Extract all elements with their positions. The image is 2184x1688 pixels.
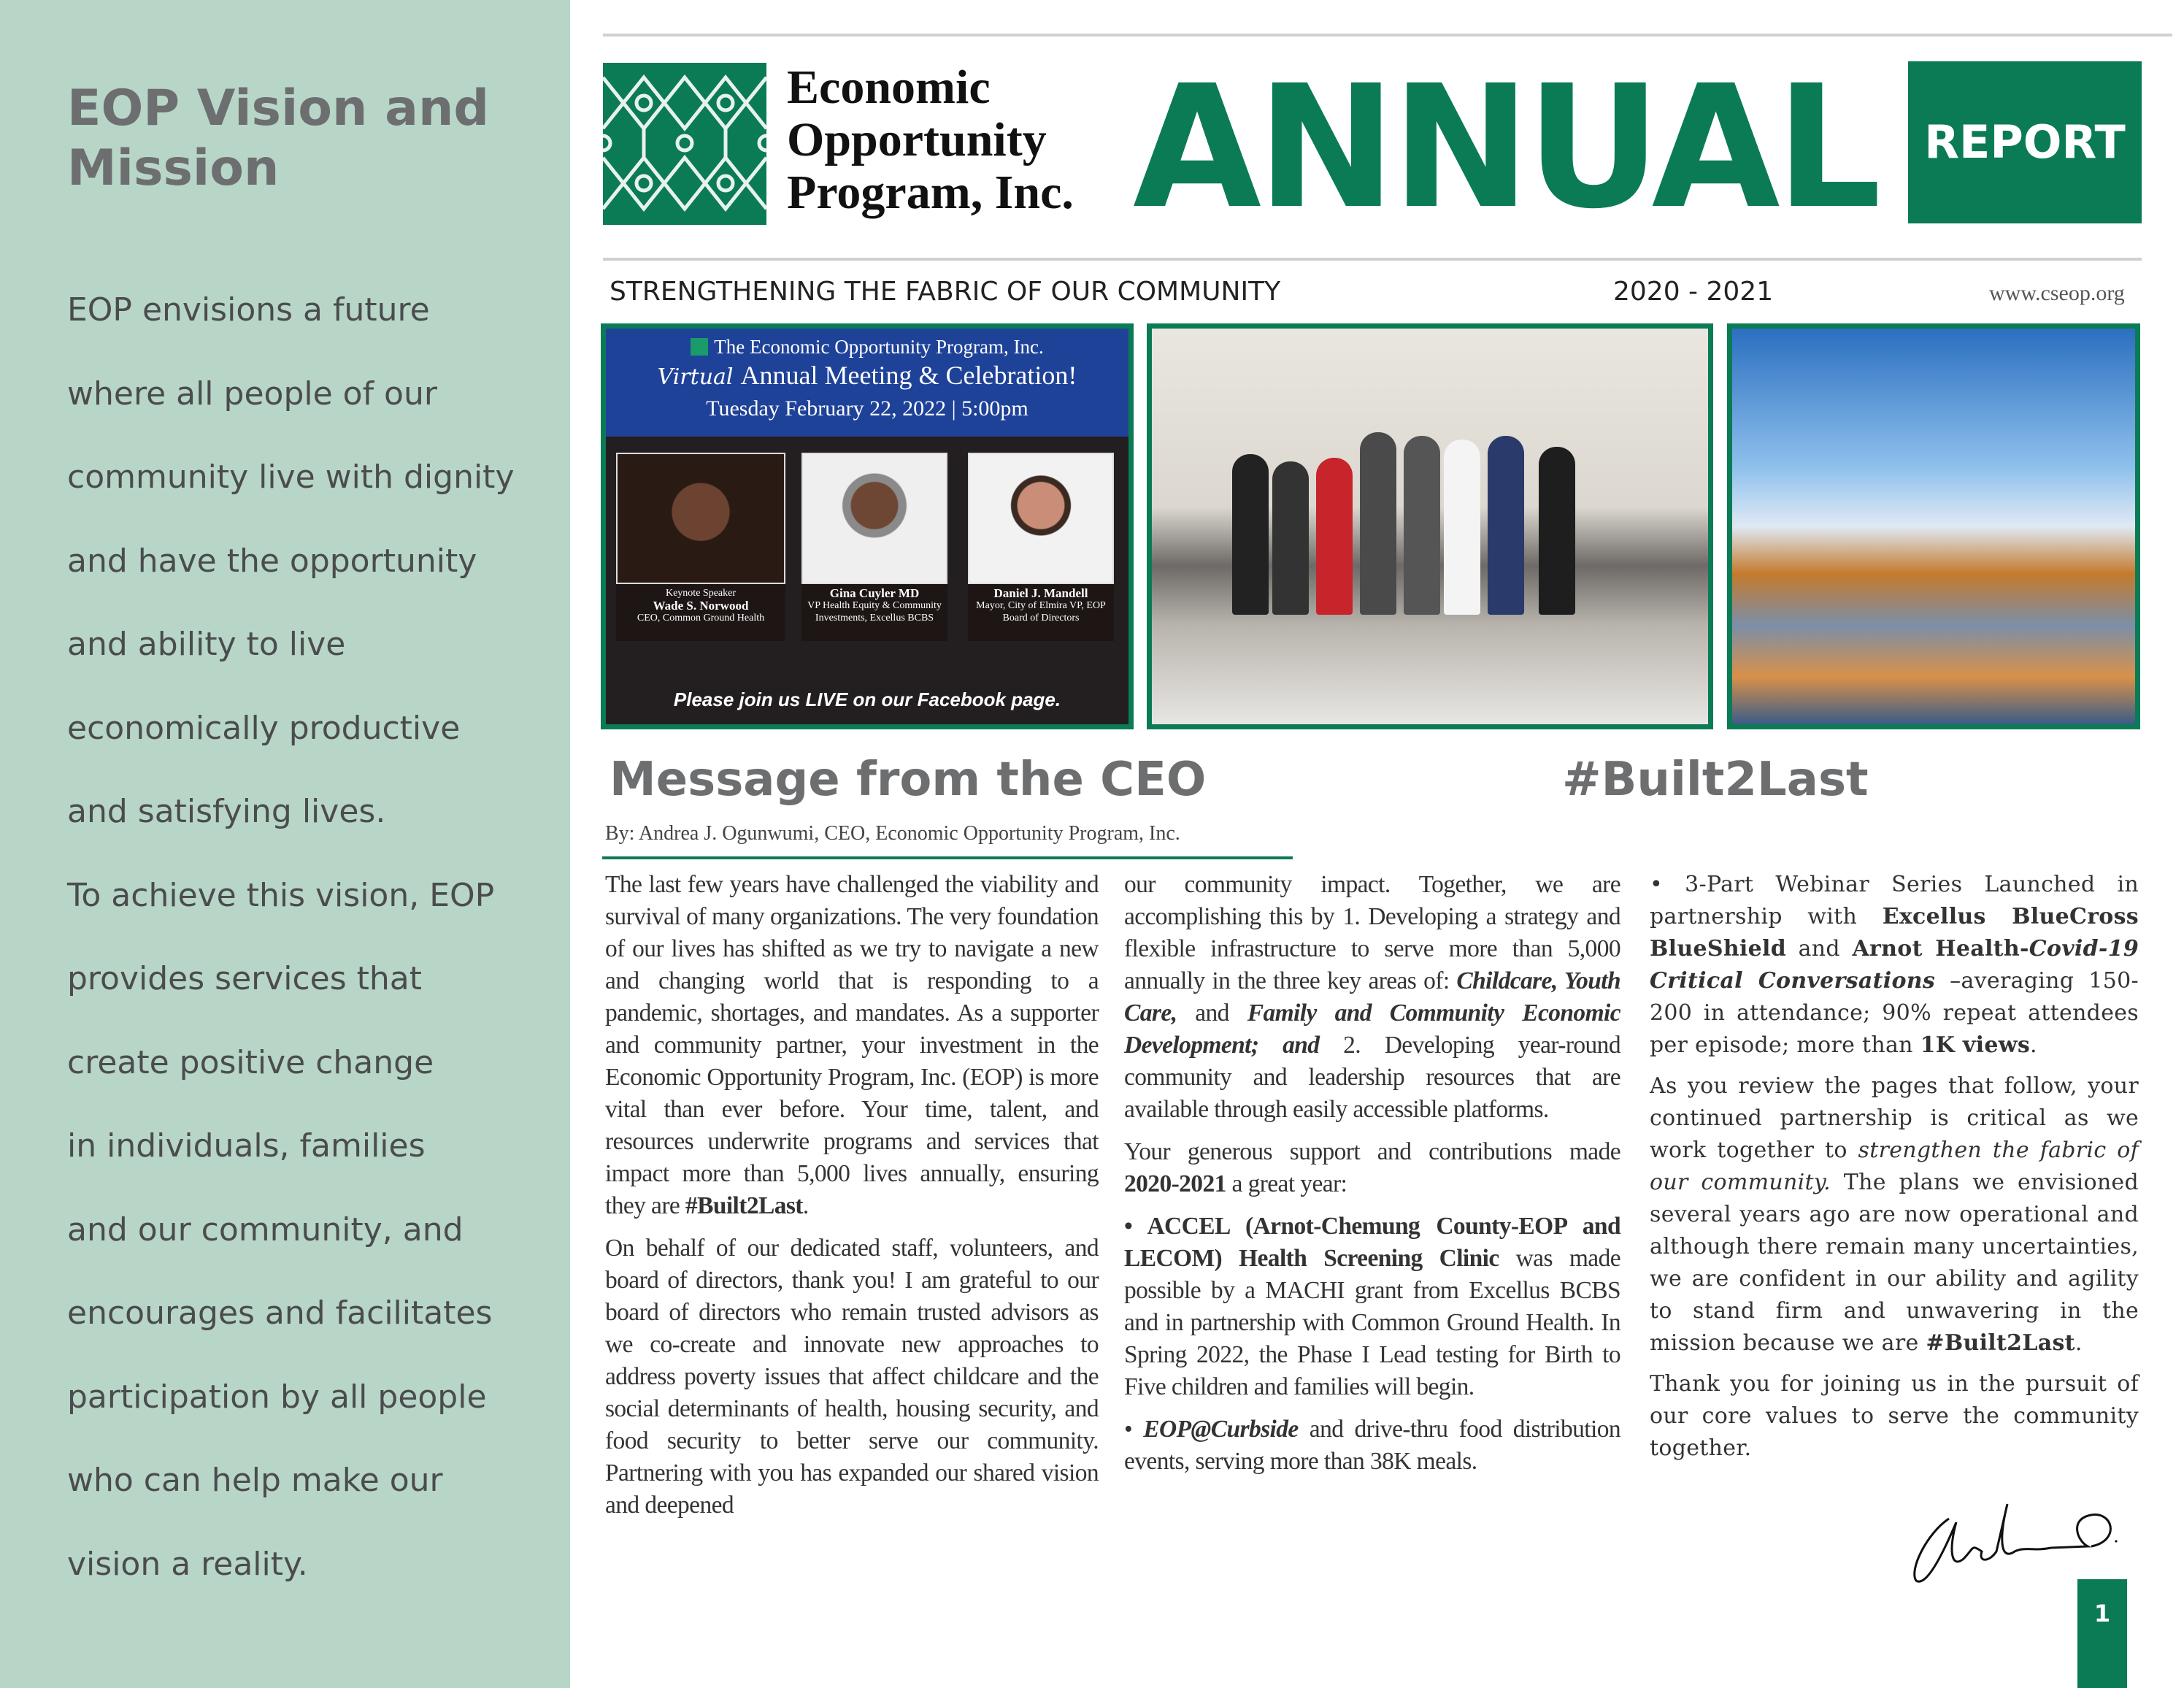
sidebar-title: EOP Vision and Mission [67, 80, 490, 197]
bullet-item [1124, 1211, 1620, 1403]
annual-heading: ANNUAL [1133, 49, 1877, 246]
article-column-2 [1124, 869, 1620, 1488]
bold-text: • ACCEL (Arnot-Chemung County-EOP and LECOM) Health Screening Clinic [1124, 1213, 1620, 1272]
text: The plans we envisioned several years ago are now operational and although there remain many uncertainties, we are confident in our ability and agility to stand firm and unwavering in the mission because we are [1650, 1170, 2139, 1356]
flyer-date: Tuesday February 22, 2022 | 5:00pm [706, 396, 1028, 421]
vision-line: EOP envisions a future [67, 291, 430, 329]
bullet: • [1124, 1416, 1144, 1443]
text: • 3-Part Webinar Series Launched in partnership with [1650, 872, 2139, 929]
speaker-photo [968, 453, 1114, 584]
speaker-name: Gina Cuyler MD [829, 586, 920, 600]
mission-line: participation by all people [67, 1378, 487, 1416]
text: and [1177, 1000, 1247, 1027]
emphasis: Childcare, Youth Care, [1124, 967, 1620, 1027]
mission-line: and our community, and [67, 1211, 464, 1248]
bold-text: #Built2Last [1926, 1330, 2075, 1356]
paragraph: Thank you for joining us in the pursuit of our core values to serve the community together. [1650, 1371, 2139, 1461]
paragraph: The last few years have challenged the viability and survival of many organizations. The very foundation of our lives has shifted as we try to navigate a new and changing world that is responding to a pandemic, shortages, and mandates. As a supporter and community partner, your investment in the Economic Opportunity Program, Inc. (EOP) is more vital than ever before. Your time, talent, and resources underwrite programs and services that impact more than 5,000 lives annually, ensuring they are #Built2Last. [605, 871, 1099, 1219]
speaker-title: Mayor, City of Elmira VP, EOP Board of Directors [976, 600, 1106, 624]
article-column-3 [1650, 869, 2139, 1473]
bullet-item [1650, 869, 2139, 1062]
bold-text: Arnot Health- [1852, 936, 2029, 962]
website-link[interactable]: www.cseop.org [1989, 281, 2125, 305]
article-column-1 [605, 869, 1099, 1532]
speaker-title: CEO, Common Ground Health [637, 613, 765, 624]
vision-line: and ability to live [67, 626, 346, 663]
emphasis: strengthen the fabric of our community. [1650, 1138, 2139, 1195]
byline-rule [602, 856, 1293, 859]
flyer-title-text: Annual Meeting & Celebration! [740, 361, 1077, 390]
text: . [2030, 1032, 2037, 1058]
speaker-role: Keynote Speaker [665, 588, 737, 599]
vision-line: community live with dignity [67, 459, 515, 496]
text: Your generous support and contributions made [1124, 1138, 1620, 1165]
mission-line: To achieve this vision, EOP [67, 876, 495, 914]
mission-line: vision a reality. [67, 1545, 308, 1583]
vision-mission-text [67, 269, 564, 1606]
org-name-line: Economic [787, 61, 991, 114]
paragraph [1124, 1136, 1620, 1200]
header-rule [603, 258, 2142, 261]
speaker-caption [616, 584, 785, 641]
text: As you review the pages that follow, your continued partnership is critical as we work together to [1650, 1073, 2139, 1163]
speaker-name: Daniel J. Mandell [993, 586, 1088, 600]
flyer-virtual: Virtual [657, 364, 734, 390]
mission-line: create positive change [67, 1043, 434, 1081]
speaker-caption [968, 584, 1114, 641]
beach-photo [1727, 323, 2140, 729]
sidebar [0, 0, 570, 1688]
mission-line: who can help make our [67, 1462, 443, 1499]
flyer-title [606, 358, 1128, 394]
bold-text: 1K views [1920, 1032, 2031, 1058]
vision-line: and satisfying lives. [67, 793, 386, 830]
bold-text: 2020-2021 [1124, 1170, 1226, 1197]
text: our community impact. Together, we are accomplishing this by 1. Developing a strategy and flexible infrastructure to serve more than 5,000 annually in the three key areas of: [1124, 871, 1620, 994]
flyer-header [606, 329, 1128, 437]
vision-line: and have the opportunity [67, 542, 477, 580]
paragraph [1650, 1070, 2139, 1359]
flyer-org [606, 329, 1128, 358]
speaker-name: Wade S. Norwood [653, 599, 749, 613]
text: was made possible by a MACHI grant from Excellus BCBS and in partnership with Common Ground Health. In Spring 2022, the Phase I Lead testing for Birth to Five children and families will begin. [1124, 1245, 1620, 1400]
page-number: 1 [2077, 1579, 2127, 1688]
tagline: STRENGTHENING THE FABRIC OF OUR COMMUNITY [610, 277, 1281, 307]
text: The last few years have challenged the viability and survival of many organizations. The very foundation of our lives has shifted as we try to navigate a new and changing world that is responding to a pandemic, shortages, and mandates. As a supporter and community partner, your investment in the Economic Opportunity Program, Inc. (EOP) is more vital than ever before. Your time, talent, and resources underwrite programs and services that impact more than 5,000 lives annually, ensuring they are [605, 871, 1099, 1219]
vision-line: economically productive [67, 709, 461, 747]
mission-line: in individuals, families [67, 1127, 426, 1165]
text: 2. Developing year-round community and leadership resources that are available through easily accessible platforms. [1124, 1032, 1620, 1123]
eop-logo-icon [691, 338, 708, 356]
eop-logo-icon [603, 63, 766, 225]
report-years: 2020 - 2021 [1613, 277, 1774, 307]
speaker-photo [801, 453, 947, 584]
emphasis: Covid-19 Critical Conversations [1650, 936, 2139, 994]
emphasis: Family and Community Economic Development; and [1124, 1000, 1620, 1059]
bold-text: #Built2Last [685, 1192, 803, 1219]
bullet-item [1124, 1413, 1620, 1478]
paragraph [1124, 869, 1620, 1126]
mission-line: provides services that [67, 960, 423, 997]
speaker-card [968, 453, 1114, 641]
org-name-line: Opportunity [787, 113, 1047, 166]
paragraph: On behalf of our dedicated staff, volunteers, and board of directors, thank you! I am grateful to our board of directors who remain trusted advisors as we co-create and innovate new approaches to address poverty issues that affect childcare and the social determinants of health, housing security, and food security to better serve our community. Partnering with you has expanded our shared vision and deepened [605, 1235, 1099, 1519]
speaker-caption [801, 584, 947, 641]
speaker-card [616, 453, 785, 641]
vision-line: where all people of our [67, 375, 437, 413]
text: a great year: [1226, 1170, 1347, 1197]
text: and [1785, 936, 1853, 962]
article-hashtag: #Built2Last [1562, 753, 1869, 807]
emphasis: EOP@Curbside [1143, 1416, 1299, 1443]
bold-text: Excellus BlueCross BlueShield [1650, 904, 2139, 962]
org-name-line: Program, Inc. [787, 166, 1074, 219]
speaker-card [801, 453, 947, 641]
org-name [787, 61, 1074, 219]
article-byline: By: Andrea J. Ogunwumi, CEO, Economic Opportunity Program, Inc. [605, 822, 1180, 845]
text: . [2075, 1330, 2083, 1356]
speaker-title: VP Health Equity & Community Investments, Excellus BCBS [807, 600, 942, 624]
flyer-call-to-action: Please join us LIVE on our Facebook page. [673, 688, 1061, 710]
speaker-photo [616, 453, 785, 584]
text: and drive-thru food distribution events, serving more than 38K meals. [1124, 1416, 1621, 1475]
mission-line: encourages and facilitates [67, 1294, 493, 1332]
group-photo [1147, 323, 1713, 729]
flyer-org-name: The Economic Opportunity Program, Inc. [714, 336, 1044, 358]
ceo-signature [1905, 1489, 2124, 1592]
text: –averaging 150-200 in attendance; 90% repeat attendees per episode; more than [1650, 968, 2139, 1058]
report-badge: REPORT [1908, 61, 2142, 223]
annual-meeting-flyer [601, 323, 1134, 729]
article-title: Message from the CEO [610, 753, 1207, 807]
top-rule [603, 34, 2172, 37]
